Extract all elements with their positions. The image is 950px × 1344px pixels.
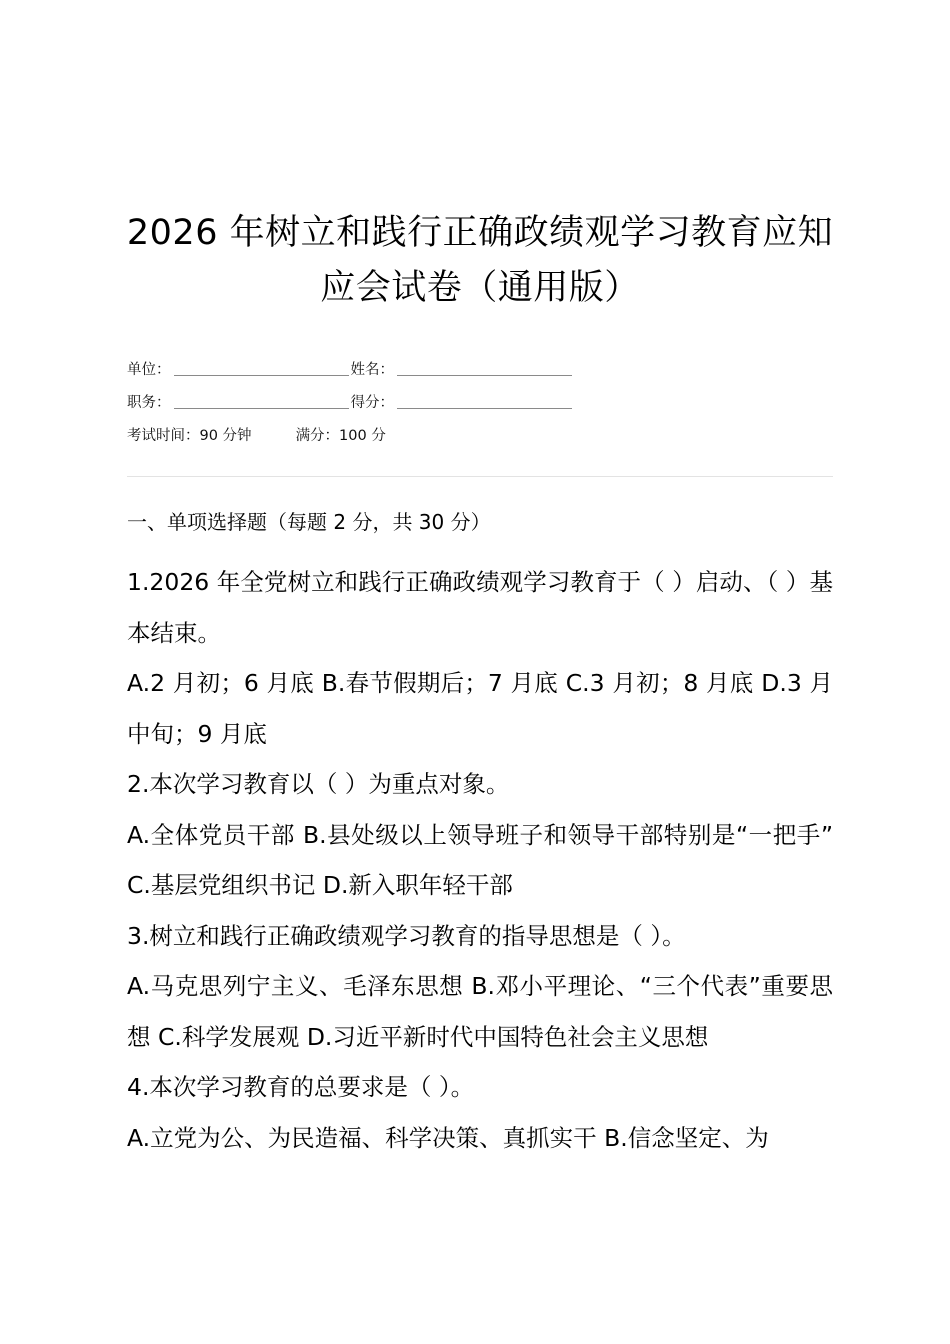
form-row-unit-name — [127, 354, 572, 387]
full-score: 满分：100 分 — [295, 428, 386, 444]
position-field — [127, 387, 349, 420]
question-stem: 3.树立和践行正确政绩观学习教育的指导思想是（ ）。 — [127, 921, 686, 950]
question-options: A.立党为公、为民造福、科学决策、真抓实干 B.信念坚定、为 — [127, 1123, 769, 1152]
document-title — [117, 206, 843, 316]
form-row-position-score — [127, 387, 572, 420]
question-stem: 1.2026 年全党树立和践行正确政绩观学习教育于（ ）启动、（ ）基本结束。 — [127, 568, 833, 647]
exam-time-score-row — [127, 420, 572, 453]
title-line-2: 应会试卷（通用版） — [320, 268, 640, 308]
question-3 — [127, 911, 833, 1063]
question-stem: 4.本次学习教育的总要求是（ ）。 — [127, 1073, 475, 1101]
unit-field — [127, 354, 349, 387]
name-label: 姓名： — [350, 362, 394, 378]
question-2 — [127, 759, 833, 911]
question-list — [127, 557, 833, 1163]
name-field — [351, 354, 573, 387]
header-divider — [127, 476, 833, 477]
unit-blank-line[interactable] — [174, 374, 349, 376]
exam-time: 考试时间：90 分钟 — [127, 428, 252, 444]
question-4 — [127, 1062, 833, 1163]
score-label: 得分： — [350, 395, 394, 411]
score-field — [351, 387, 573, 420]
position-blank-line[interactable] — [174, 407, 349, 409]
score-blank-line[interactable] — [397, 407, 572, 409]
exam-info-form — [127, 354, 572, 453]
unit-label: 单位： — [127, 362, 171, 378]
title-line-1: 2026 年树立和践行正确政绩观学习教育应知 — [126, 213, 834, 253]
section-heading-single-choice: 一、单项选择题（每题 2 分，共 30 分） — [127, 510, 491, 534]
question-options: A.马克思列宁主义、毛泽东思想 B.邓小平理论、“三个代表”重要思想 C.科学发展观 D.习近平新时代中国特色社会主义思想 — [127, 972, 833, 1051]
question-options: A.全体党员干部 B.县处级以上领导班子和领导干部特别是“一把手” C.基层党组织书记 D.新入职年轻干部 — [127, 820, 833, 899]
question-1 — [127, 557, 833, 759]
name-blank-line[interactable] — [397, 374, 572, 376]
question-stem: 2.本次学习教育以（ ）为重点对象。 — [127, 770, 510, 798]
position-label: 职务： — [127, 395, 171, 411]
question-options: A.2 月初；6 月底 B.春节假期后；7 月底 C.3 月初；8 月底 D.3 月中旬；9 月底 — [127, 669, 833, 748]
